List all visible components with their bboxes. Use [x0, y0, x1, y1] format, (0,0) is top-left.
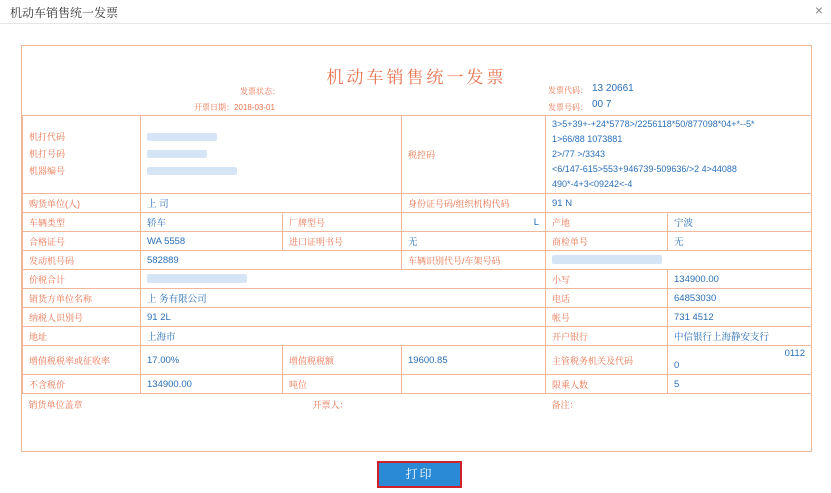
- invoice-date-label: 开票日期：: [194, 103, 234, 112]
- small-value: 134900.00: [668, 270, 812, 289]
- dialog-title: 机动车销售统一发票: [10, 6, 119, 20]
- vat-amount-value: 19600.85: [402, 346, 546, 375]
- taxpayer-label: 纳税人识别号: [23, 308, 141, 327]
- invoice-number-label: 发票号码：: [548, 103, 588, 112]
- table-row: [23, 213, 812, 232]
- print-button[interactable]: 打印: [377, 461, 462, 488]
- seats-label: 限乘人数: [546, 375, 668, 394]
- drawer-label: 开票人：: [312, 399, 349, 410]
- vat-rate-value: 17.00%: [141, 346, 283, 375]
- tax-office-value-2: 0: [674, 360, 680, 371]
- inspection-label: 商检单号: [546, 232, 668, 251]
- invoice-date: [194, 102, 275, 113]
- price-total-label: 价税合计: [23, 270, 141, 289]
- import-cert-value: 无: [402, 232, 546, 251]
- cipher-line: <6/147-615>553+946739-509636/>2 4>44088: [552, 164, 737, 174]
- close-icon[interactable]: ×: [814, 2, 823, 18]
- table-row: [23, 346, 812, 375]
- invoice-panel: [21, 45, 812, 452]
- table-row: [23, 194, 812, 213]
- table-row: [23, 308, 812, 327]
- buyer-value: 上 司: [141, 194, 402, 213]
- phone-value: 64853030: [668, 289, 812, 308]
- vehicle-type-label: 车辆类型: [23, 213, 141, 232]
- bank-label: 开户银行: [546, 327, 668, 346]
- address-value: 上海市: [141, 327, 546, 346]
- account-label: 帐号: [546, 308, 668, 327]
- engine-value: 582889: [141, 251, 402, 270]
- taxpayer-value: 91 2L: [141, 308, 546, 327]
- dialog-titlebar: [0, 0, 831, 24]
- vehicle-type-value: 轿车: [141, 213, 283, 232]
- invoice-number-value: 00 7: [592, 99, 612, 110]
- buyer-label: 购货单位(人): [23, 194, 141, 213]
- redacted-value: [552, 255, 662, 264]
- table-row: [23, 270, 812, 289]
- brand-model-value: L: [402, 213, 546, 232]
- cipher-line: 490*-4+3<09242<-4: [552, 179, 633, 189]
- address-label: 地址: [23, 327, 141, 346]
- table-row: [23, 327, 812, 346]
- account-value: 731 4512: [668, 308, 812, 327]
- invoice-code-label: 发票代码：: [548, 86, 588, 95]
- id-label: 身份证号码/组织机构代码: [402, 194, 546, 213]
- table-row: [23, 394, 812, 415]
- origin-value: 宁波: [668, 213, 812, 232]
- seal-label: 销货单位盖章: [28, 399, 83, 410]
- pre-tax-value: 134900.00: [141, 375, 283, 394]
- machine-number-label: 机打号码: [29, 149, 66, 159]
- seller-value: 上 务有限公司: [141, 289, 546, 308]
- table-row: [23, 289, 812, 308]
- invoice-code-value: 13 20661: [592, 83, 634, 94]
- seats-value: 5: [668, 375, 812, 394]
- phone-label: 电话: [546, 289, 668, 308]
- machine-labels-cell: [23, 116, 141, 194]
- table-row: [23, 251, 812, 270]
- vat-amount-label: 增值税税额: [283, 346, 402, 375]
- import-cert-label: 进口证明书号: [283, 232, 402, 251]
- redacted-value: [147, 274, 247, 283]
- table-row: [23, 116, 812, 194]
- pre-tax-label: 不含税价: [23, 375, 141, 394]
- vat-rate-label: 增值税税率或征收率: [23, 346, 141, 375]
- invoice-status-label: 发票状态：: [240, 87, 280, 96]
- cipher-line: 1>66/88 1073881: [552, 134, 623, 144]
- tax-office-value: 0112: [784, 348, 805, 359]
- engine-label: 发动机号码: [23, 251, 141, 270]
- redacted-value: [147, 150, 207, 158]
- brand-model-label: 厂牌型号: [283, 213, 402, 232]
- redacted-value: [147, 167, 237, 175]
- cipher-line: 2>/77 >/3343: [552, 149, 606, 159]
- seller-label: 销货方单位名称: [23, 289, 141, 308]
- tax-office-label: 主管税务机关及代码: [546, 346, 668, 375]
- invoice-title: 机动车销售统一发票: [326, 68, 507, 87]
- invoice-date-value: 2018-03-01: [234, 103, 275, 112]
- bank-value: 中信银行上海静安支行: [668, 327, 812, 346]
- cert-label: 合格证号: [23, 232, 141, 251]
- redacted-value: [147, 133, 217, 141]
- tax-control-label: 税控码: [402, 116, 546, 194]
- table-row: [23, 375, 812, 394]
- inspection-value: 无: [668, 232, 812, 251]
- cert-value: WA 5558: [141, 232, 283, 251]
- price-total-value: [141, 270, 546, 289]
- machine-code-label: 机打代码: [29, 132, 66, 142]
- invoice-table: [22, 115, 812, 415]
- origin-label: 产地: [546, 213, 668, 232]
- tax-control-code: [546, 116, 812, 194]
- small-label: 小写: [546, 270, 668, 289]
- remark-label: 备注：: [551, 399, 579, 410]
- cipher-line: 3>5+39+-+24*5778>/2256118*50/877098*04+*--5*: [552, 119, 755, 129]
- vin-label: 车辆识别代号/车架号码: [402, 251, 546, 270]
- tonnage-value: [402, 375, 546, 394]
- machine-values-cell: [141, 116, 402, 194]
- id-value: 91 N: [546, 194, 812, 213]
- tonnage-label: 吨位: [283, 375, 402, 394]
- vin-value: [546, 251, 812, 270]
- machine-serial-label: 机器编号: [29, 166, 66, 176]
- table-row: [23, 232, 812, 251]
- tax-office-value-cell: [668, 346, 812, 375]
